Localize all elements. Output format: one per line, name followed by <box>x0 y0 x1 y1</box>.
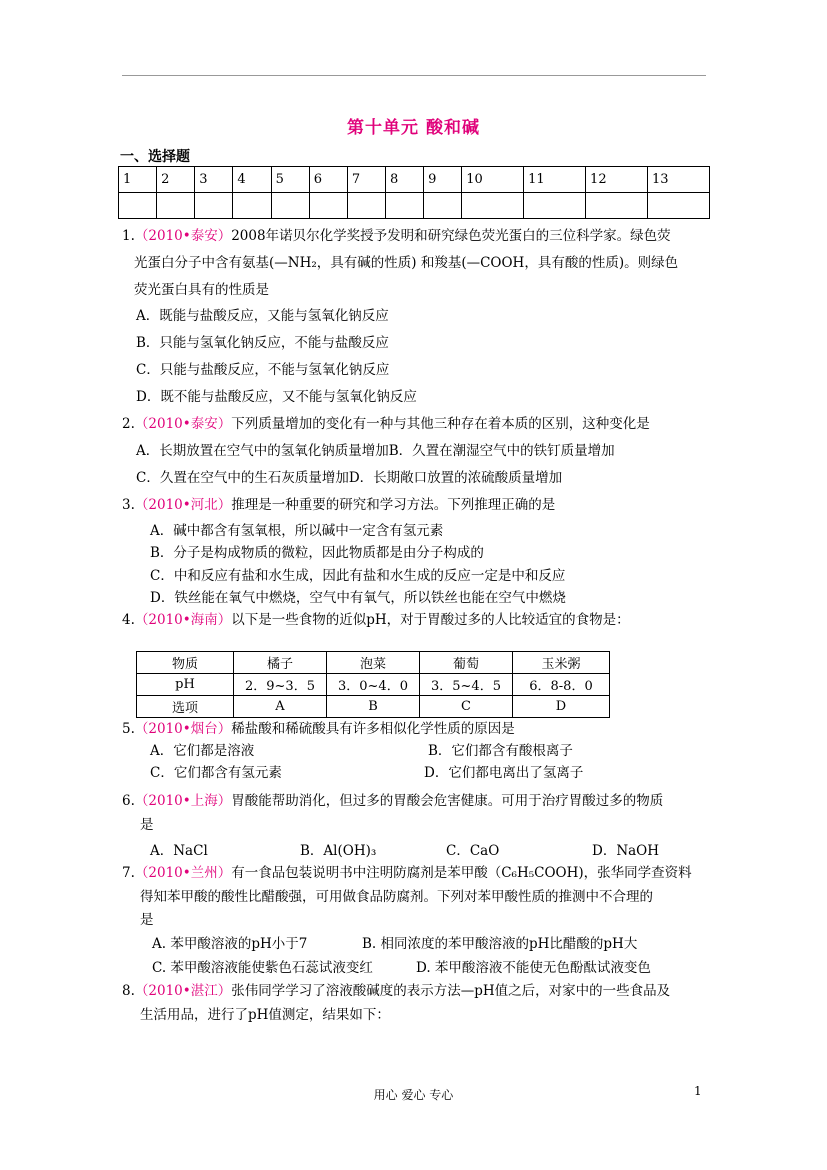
answer-blank-cell[interactable] <box>424 193 462 219</box>
question-3-option-b: B．分子是构成物质的微粒，因此物质都是由分子构成的 <box>150 545 484 561</box>
answer-blank-cell[interactable] <box>385 193 423 219</box>
answer-number-cell: 4 <box>233 167 271 193</box>
question-7-option-d: D. 苯甲酸溶液不能使无色酚酞试液变色 <box>416 960 651 976</box>
answer-number-cell: 6 <box>309 167 347 193</box>
question-3-option-a: A．碱中都含有氢氧根，所以碱中一定含有氢元素 <box>150 523 444 539</box>
answer-number-cell: 7 <box>347 167 385 193</box>
question-1-option-a: A．既能与盐酸反应，又能与氢氧化钠反应 <box>136 308 389 324</box>
question-number: 2. <box>122 416 135 432</box>
question-source: （2010•泰安） <box>134 228 232 244</box>
question-7-line-2: 得知苯甲酸的酸性比醋酸强，可用做食品防腐剂。下列对苯甲酸性质的推测中不合理的 <box>140 889 653 905</box>
question-1-option-d: D．既不能与盐酸反应，又不能与氢氧化钠反应 <box>136 389 417 405</box>
question-number: 4. <box>122 612 135 628</box>
question-number: 1. <box>122 228 135 244</box>
table-row <box>137 652 610 674</box>
question-6-option-c: C．CaO <box>446 843 500 859</box>
question-2-stem <box>122 413 650 435</box>
page-title: 第十单元 酸和碱 <box>347 118 480 138</box>
answer-table <box>118 166 710 219</box>
answer-number-cell: 10 <box>462 167 524 193</box>
table-cell: 2．9~3．5 <box>234 674 327 696</box>
answer-number-row <box>119 167 710 193</box>
question-5-option-a: A．它们都是溶液 <box>150 743 255 759</box>
answer-number-cell: 3 <box>195 167 233 193</box>
answer-number-cell: 8 <box>385 167 423 193</box>
answer-blank-cell[interactable] <box>524 193 586 219</box>
table-cell: 3．0~4．0 <box>327 674 420 696</box>
answer-blank-cell[interactable] <box>195 193 233 219</box>
question-2-options-cd: C．久置在空气中的生石灰质量增加D．长期敞口放置的浓硫酸质量增加 <box>136 470 563 486</box>
answer-blank-cell[interactable] <box>271 193 309 219</box>
answer-blank-cell[interactable] <box>586 193 648 219</box>
answer-blank-cell[interactable] <box>309 193 347 219</box>
answer-blank-cell[interactable] <box>157 193 195 219</box>
table-cell: B <box>327 696 420 718</box>
question-text: 以下是一些食物的近似pH，对于胃酸过多的人比较适宜的食物是： <box>231 612 630 628</box>
table-cell: 6．8-8．0 <box>513 674 610 696</box>
answer-number-cell: 5 <box>271 167 309 193</box>
question-source: （2010•泰安） <box>134 416 232 432</box>
question-text: 张伟同学学习了溶液酸碱度的表示方法—pH值之后，对家中的一些食品及 <box>231 983 671 999</box>
answer-blank-cell[interactable] <box>647 193 709 219</box>
table-row <box>137 696 610 718</box>
answer-number-cell: 12 <box>586 167 648 193</box>
question-1-line-2: 光蛋白分子中含有氨基(—NH₂，具有碱的性质) 和羧基(—COOH，具有酸的性质)。则绿色 <box>134 255 679 271</box>
question-text: 推理是一种重要的研究和学习方法。下列推理正确的是 <box>231 497 556 513</box>
question-1-option-c: C．只能与盐酸反应，不能与氢氧化钠反应 <box>136 362 390 378</box>
table-cell: 葡萄 <box>420 652 513 674</box>
question-1-line-3: 荧光蛋白具有的性质是 <box>134 282 269 298</box>
food-ph-table <box>136 651 610 718</box>
question-source: （2010•上海） <box>134 793 232 809</box>
table-row <box>137 674 610 696</box>
question-source: （2010•河北） <box>134 497 232 513</box>
answer-blank-cell[interactable] <box>233 193 271 219</box>
page-number: 1 <box>694 1084 702 1098</box>
question-7-option-c: C. 苯甲酸溶液能使紫色石蕊试液变红 <box>152 960 373 976</box>
answer-blank-row <box>119 193 710 219</box>
answer-blank-cell[interactable] <box>347 193 385 219</box>
question-5-option-c: C．它们都含有氢元素 <box>150 765 282 781</box>
question-5-option-b: B．它们都含有酸根离子 <box>428 743 573 759</box>
question-source: （2010•湛江） <box>134 983 232 999</box>
question-text: 胃酸能帮助消化，但过多的胃酸会危害健康。可用于治疗胃酸过多的物质 <box>231 793 664 809</box>
section-heading: 一、选择题 <box>120 149 190 165</box>
question-number: 3. <box>122 497 135 513</box>
table-cell: 3．5~4．5 <box>420 674 513 696</box>
header-rule <box>122 75 706 76</box>
table-cell: 橘子 <box>234 652 327 674</box>
question-number: 5. <box>122 721 135 737</box>
question-1-option-b: B．只能与氢氧化钠反应，不能与盐酸反应 <box>136 335 389 351</box>
answer-number-cell: 13 <box>647 167 709 193</box>
question-3-option-c: C．中和反应有盐和水生成，因此有盐和水生成的反应一定是中和反应 <box>150 568 566 584</box>
question-3-stem <box>122 494 555 516</box>
answer-blank-cell[interactable] <box>462 193 524 219</box>
table-cell: A <box>234 696 327 718</box>
question-2-options-ab: A．长期放置在空气中的氢氧化钠质量增加B．久置在潮湿空气中的铁钉质量增加 <box>136 443 615 459</box>
answer-blank-cell[interactable] <box>119 193 157 219</box>
question-6-line-2: 是 <box>140 817 154 833</box>
question-number: 6. <box>122 793 135 809</box>
table-cell: D <box>513 696 610 718</box>
table-cell: 物质 <box>137 652 234 674</box>
table-cell: pH <box>137 674 234 696</box>
answer-number-cell: 1 <box>119 167 157 193</box>
question-source: （2010•烟台） <box>134 721 232 737</box>
question-source: （2010•海南） <box>134 612 232 628</box>
question-8-stem <box>122 980 670 1002</box>
table-cell: 选项 <box>137 696 234 718</box>
answer-number-cell: 9 <box>424 167 462 193</box>
question-6-stem <box>122 790 663 812</box>
question-6-option-a: A．NaCl <box>150 843 208 859</box>
question-source: （2010•兰州） <box>134 865 232 881</box>
question-5-stem <box>122 718 515 740</box>
question-7-option-a: A. 苯甲酸溶液的pH小于7 <box>152 936 308 952</box>
answer-number-cell: 2 <box>157 167 195 193</box>
question-3-option-d: D．铁丝能在氧气中燃烧，空气中有氧气，所以铁丝也能在空气中燃烧 <box>150 590 566 606</box>
question-text: 下列质量增加的变化有一种与其他三种存在着本质的区别，这种变化是 <box>231 416 650 432</box>
question-text: 有一食品包装说明书中注明防腐剂是苯甲酸（C₆H₅COOH)，张华同学查资料 <box>231 865 692 881</box>
question-text: 稀盐酸和稀硫酸具有许多相似化学性质的原因是 <box>231 721 515 737</box>
question-text: 2008年诺贝尔化学奖授予发明和研究绿色荧光蛋白的三位科学家。绿色荧 <box>231 228 671 244</box>
question-7-option-b: B. 相同浓度的苯甲酸溶液的pH比醋酸的pH大 <box>362 936 638 952</box>
question-8-line-2: 生活用品，进行了pH值测定，结果如下： <box>140 1007 390 1023</box>
question-7-stem <box>122 862 692 884</box>
table-cell: C <box>420 696 513 718</box>
page-footer: 用心 爱心 专心 <box>373 1088 454 1102</box>
question-number: 8. <box>122 983 135 999</box>
question-5-option-d: D．它们都电离出了氢离子 <box>424 765 584 781</box>
answer-number-cell: 11 <box>524 167 586 193</box>
table-cell: 玉米粥 <box>513 652 610 674</box>
question-7-line-3: 是 <box>140 912 154 928</box>
question-6-option-d: D．NaOH <box>592 843 660 859</box>
question-number: 7. <box>122 865 135 881</box>
question-6-option-b: B．Al(OH)₃ <box>300 843 377 859</box>
question-4-stem <box>122 609 630 631</box>
question-1-stem <box>122 225 671 247</box>
table-cell: 泡菜 <box>327 652 420 674</box>
